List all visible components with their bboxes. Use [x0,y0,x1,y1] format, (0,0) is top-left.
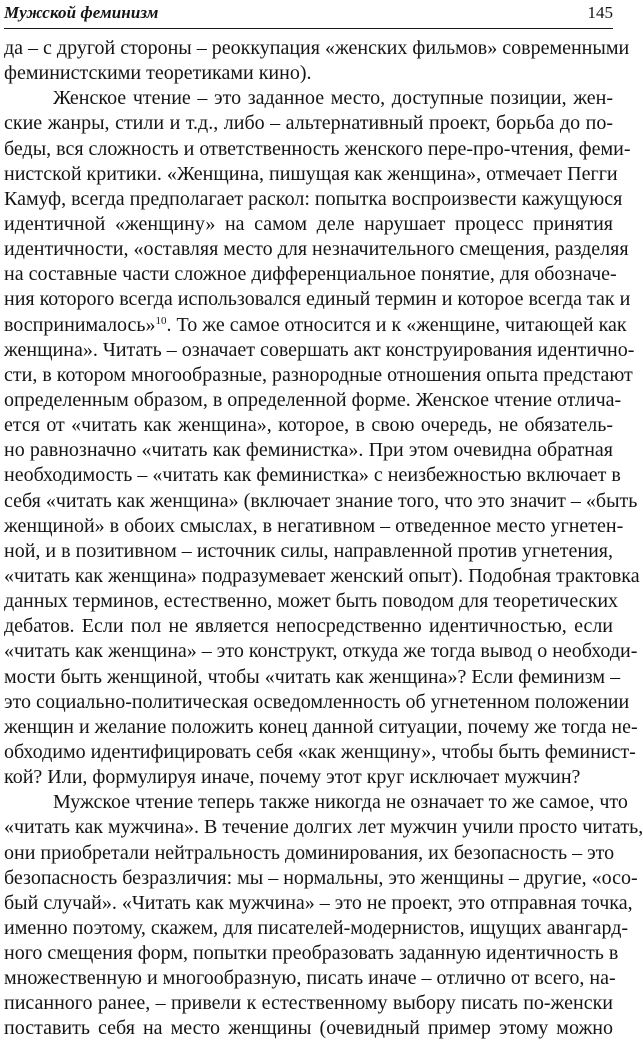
text-line: они приобретали нейтральность доминирования, их безопасность – это [4,841,615,864]
text-line: да – с другой стороны – реоккупация «женских фильмов» современными [4,37,630,59]
text-line: идентичной «женщину» на самом деле нарушает процесс принятия [4,212,613,235]
text-line: женщиной» в обоих смыслах, в негативном – отведенное место угнетен- [4,514,624,537]
text-line: именно поэтому, скажем, для писателей-модернистов, ищущих авангард- [4,916,629,939]
text-line: Камуф, всегда предполагает раскол: попытка воспроизвести кажущуюся [4,187,623,210]
paragraph-first-line: Мужское чтение теперь также никогда не означает то же самое, что [53,791,628,814]
text-line: «читать как мужчина». В течение долгих лет мужчин учили просто читать, [4,816,643,839]
text-line: поставить себя на место женщины (очевидный пример этому можно [4,1017,613,1040]
text-line: ские жанры, стили и т.д., либо – альтернативный проект, борьба до по- [4,112,613,135]
body-text [4,36,643,1042]
paragraph-first-line: Женское чтение – это заданное место, доступные позиции, жен- [53,87,613,110]
text-line: ного смещения форм, попытки преобразовать заданную идентичность в [4,942,619,965]
text-line: безопасность безразличия: мы – нормальны, это женщины – другие, «осо- [4,866,638,889]
text-line: данных терминов, естественно, может быть поводом для теоретических [4,590,619,613]
text-line: это социально-политическая осведомленность об угнетенном положении [4,690,630,713]
text-line: определенным образом, в определенной форме. Женское чтение отлича- [4,388,622,411]
text-line: дебатов. Если пол не является непосредственно идентичностью, если [4,615,613,638]
text-fragment: . То же самое относится и к «женщине, читающей как [166,313,627,336]
running-header [4,2,613,29]
text-line: писанного ранее, – привели к естественному выбору писать по-женски [4,992,613,1015]
text-line: нистской критики. «Женщина, пишущая как женщина», отмечает Пегги [4,162,618,185]
text-line: «читать как женщина» подразумевает женский опыт). Подобная трактовка [4,564,640,587]
text-line: бый случай». «Читать как мужчина» – это не проект, это отправная точка, [4,891,633,914]
text-line: идентичности, «оставляя место для незначительного смещения, разделяя [4,238,629,261]
text-line: женщина». Читать – означает совершать акт конструирования идентично- [4,338,635,361]
text-line: ной, и в позитивном – источник силы, направленной против угнетения, [4,539,613,562]
text-line: кой? Или, формулируя иначе, почему этот круг исключает мужчин? [4,766,581,789]
text-line: феминистскими теоретиками кино). [4,62,312,85]
text-line: на составные части сложное дифференциальное понятие, для обозначе- [4,263,617,286]
text-line: множественную и многообразную, писать иначе – отлично от всего, на- [4,967,616,990]
text-line: сти, в котором многообразные, разнородные отношения опыта предстают [4,363,633,386]
page-number: 145 [587,3,613,22]
text-line: необходимость – «читать как феминистка» с неизбежностью включает в [4,464,621,487]
text-line-with-footnote [4,313,627,338]
text-line: обходимо идентифицировать себя «как женщину», чтобы быть феминист- [4,740,636,763]
running-title: Мужской феминизм [4,3,159,22]
footnote-marker: 10 [155,314,167,327]
text-line: себя «читать как женщина» (включает знание того, что это значит – «быть [4,489,638,512]
text-line: беды, вся сложность и ответственность женского пере-про-чтения, феми- [4,137,631,160]
text-line: но равнозначно «читать как феминистка». При этом очевидна обратная [4,439,613,462]
text-fragment: воспринималось» [4,313,156,336]
text-line: ется от «читать как женщина», которое, в свою очередь, не обязатель- [4,414,613,437]
text-line: ния которого всегда использовался единый термин и которое всегда так и [4,288,631,311]
text-line: мости быть женщиной, чтобы «читать как женщина»? Если феминизм – [4,665,621,688]
text-line: «читать как женщина» – это конструкт, откуда же тогда вывод о необходи- [4,640,638,663]
text-line: женщин и желание положить конец данной ситуации, почему же тогда не- [4,715,638,738]
